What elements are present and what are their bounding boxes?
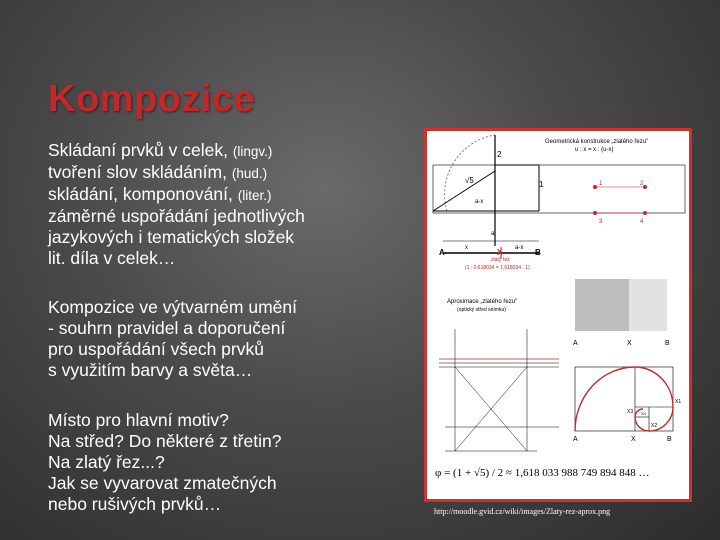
image-source-caption: http://moodle.gvid.cz/wiki/images/Zlaty-rez-aprox.png xyxy=(434,507,611,516)
spiral-label-X3: X3 xyxy=(627,409,634,415)
label-ax: a-x xyxy=(515,245,524,251)
point-2 xyxy=(643,185,647,189)
golden-ratio-figure xyxy=(424,128,692,502)
slide-title: Kompozice xyxy=(48,78,256,120)
label-ax-small: a-x xyxy=(475,199,484,205)
spiral-label-B: B xyxy=(667,436,672,443)
point-label: 1 xyxy=(599,181,603,187)
text-line: nebo rušivých prvků… xyxy=(48,494,222,514)
text-line: pro uspořádání všech prvků xyxy=(48,339,264,359)
point-4 xyxy=(643,211,647,215)
label-2: 2 xyxy=(497,150,502,159)
text-line xyxy=(48,140,305,162)
text-line: Jak se vyvarovat zmatečných xyxy=(48,473,277,493)
golden-ratio-value: (1 : 0,618034 = 1,618034 : 1) xyxy=(465,265,530,271)
point-label: 2 xyxy=(640,181,644,187)
note: (hud.) xyxy=(231,166,268,181)
point-label: 4 xyxy=(640,219,644,225)
text-line: s využitím barvy a světa… xyxy=(48,360,253,380)
construction-heading: Geometrická konstrukce „zlatého řezu" xyxy=(545,139,649,145)
definition-block xyxy=(48,140,305,269)
golden-ratio-diagram xyxy=(427,131,689,499)
spiral-frame xyxy=(575,367,673,431)
construction-formula: u : x = x : (u-x) xyxy=(575,147,614,153)
text-line: lit. díla v celek… xyxy=(48,248,176,268)
text-line xyxy=(48,162,305,184)
text-line: Na střed? Do některé z třetin? xyxy=(48,431,282,451)
spiral-label-X2: X2 xyxy=(651,423,658,429)
text-line: - souhrn pravidel a doporučení xyxy=(48,318,286,338)
phi-formula: φ = (1 + √5) / 2 ≈ 1,618 033 988 749 894 848 … xyxy=(435,467,650,479)
note: (lingv.) xyxy=(232,144,273,159)
spiral-label-A: A xyxy=(573,436,578,443)
construction-arc xyxy=(445,135,495,211)
text-line: Kompozice ve výtvarném umění xyxy=(48,297,297,317)
box-label-B: B xyxy=(665,340,670,347)
box-label-X: X xyxy=(627,340,632,347)
spiral-label-X1: X1 xyxy=(675,399,682,405)
text-line: záměrné uspořádání jednotlivých xyxy=(48,206,305,226)
text-line: Na zlatý řez...? xyxy=(48,452,165,472)
point-1 xyxy=(593,185,597,189)
spiral-label-X: X xyxy=(631,436,636,443)
label-X: X xyxy=(497,248,503,257)
note: (liter.) xyxy=(237,188,272,203)
box-label-A: A xyxy=(573,340,578,347)
label-A: A xyxy=(439,248,445,257)
text: Skládaní prvků v celek, xyxy=(48,140,228,160)
label-sqrt5: √5 xyxy=(465,176,474,185)
text-line: Místo pro hlavní motiv? xyxy=(48,410,229,430)
gray-box-large xyxy=(575,279,629,331)
text: tvoření slov skládáním, xyxy=(48,162,227,182)
golden-label: zlatý řez xyxy=(491,257,510,263)
spiral-label-X4: X4 xyxy=(641,411,646,416)
gray-box-small xyxy=(629,279,667,331)
approx-subheading: (optický střed snímku) xyxy=(457,307,506,313)
point-3 xyxy=(593,211,597,215)
point-label: 3 xyxy=(599,219,603,225)
text: skládání, komponování, xyxy=(48,184,233,204)
outer-box xyxy=(433,165,685,213)
label-x: x xyxy=(465,245,468,251)
golden-spiral xyxy=(575,367,673,431)
questions-block xyxy=(48,410,281,515)
approx-heading: Aproximace „zlatého řezu" xyxy=(447,299,518,305)
art-composition-block xyxy=(48,297,297,381)
hypotenuse xyxy=(433,171,495,211)
text-line: jazykových i tematických složek xyxy=(48,227,295,247)
label-1: 1 xyxy=(539,180,544,189)
text-line xyxy=(48,184,305,206)
label-a: a xyxy=(491,231,495,237)
label-B: B xyxy=(535,248,541,257)
